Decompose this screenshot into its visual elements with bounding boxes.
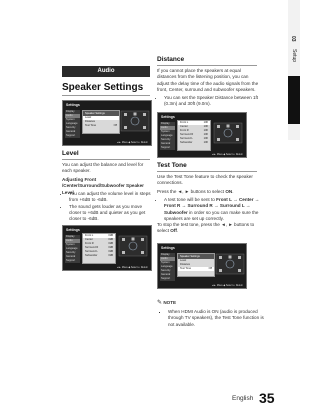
panel-row: Center 0dB bbox=[85, 238, 113, 241]
menu-item: Security bbox=[161, 269, 171, 272]
panel-row: Surround R 10ft bbox=[180, 133, 208, 136]
note-list bbox=[161, 309, 266, 328]
note: ✎ NOTE bbox=[157, 300, 177, 306]
menu-item: Support bbox=[66, 259, 76, 262]
bullet-item: • You can set the Speaker Distance between 1ft (0.3m) and 30ft (9.0m). bbox=[164, 95, 264, 108]
speaker-panel bbox=[177, 253, 215, 277]
level-heading: Level bbox=[62, 150, 79, 157]
settings-title: Settings bbox=[66, 228, 80, 232]
menu-item: General bbox=[66, 130, 76, 133]
testtone-screenshot bbox=[157, 243, 247, 289]
page-number: 35 bbox=[259, 390, 275, 406]
panel-row: Subwoofer 0dB bbox=[85, 254, 113, 257]
speaker-panel bbox=[82, 110, 120, 134]
speaker-layout-icon bbox=[215, 253, 245, 275]
testtone-divider bbox=[157, 171, 257, 172]
testtone-heading: Test Tone bbox=[157, 162, 187, 169]
speaker-layout-icon bbox=[120, 110, 150, 132]
menu-item: General bbox=[66, 255, 76, 258]
page-title: Speaker Settings bbox=[62, 82, 144, 93]
screen-footer: ◄► Move ◆ Select ↩ Return bbox=[211, 284, 243, 287]
settings-menu bbox=[160, 122, 175, 150]
settings-title: Settings bbox=[161, 115, 175, 119]
speaker-layout-icon bbox=[118, 235, 148, 257]
menu-item: Security bbox=[66, 251, 76, 254]
distance-heading: Distance bbox=[157, 56, 185, 63]
screen-footer: ◄► Move ◆ Select ↩ Return bbox=[116, 141, 148, 144]
menu-item-selected: Audio bbox=[65, 114, 80, 118]
menu-item: Display bbox=[161, 122, 170, 125]
note-icon: ✎ bbox=[157, 300, 163, 306]
speaker-layout-icon bbox=[213, 122, 243, 144]
menu-item: Language bbox=[66, 247, 78, 250]
distance-intro: If you cannot place the speakers at equal distances from the listening position, you can adjust the delay time of the audio signals from the front, Center, surround and subwoofer speakers. bbox=[157, 68, 259, 92]
stop-instruction: To stop the test tone, press the ◄, ► buttons to select Off. bbox=[157, 222, 255, 234]
distance-bullets bbox=[157, 95, 264, 108]
panel-row: Front L 0dB bbox=[85, 234, 113, 237]
settings-title: Settings bbox=[66, 103, 80, 107]
panel-row: Distance bbox=[180, 263, 191, 266]
panel-row: Front L 10ft bbox=[180, 121, 208, 124]
menu-item: Support bbox=[161, 277, 171, 280]
panel-title: Speaker Settings bbox=[178, 254, 214, 259]
distance-divider bbox=[157, 65, 257, 66]
distance-screenshot bbox=[157, 112, 247, 158]
panel-row: Surround L 10ft bbox=[180, 137, 208, 140]
bullet-item: • You can adjust the volume level in steps from +6dB to -6dB. bbox=[69, 191, 153, 204]
panel-row: Level bbox=[83, 116, 119, 120]
testtone-intro: Use the Test Tone feature to check the speaker connections. bbox=[157, 174, 253, 186]
menu-item: Language bbox=[161, 134, 173, 137]
settings-menu bbox=[65, 235, 80, 263]
menu-item: Support bbox=[66, 134, 76, 137]
bullet-item: • A test tone will be sent to Front L → Center → Front R → Surround R → Surround L → Subwoofer in order so you can make sure the speakers are set up correctly. bbox=[164, 197, 264, 222]
level-divider bbox=[62, 159, 150, 160]
level-bullets bbox=[62, 191, 153, 222]
settings-title: Settings bbox=[161, 246, 175, 250]
menu-item: System bbox=[66, 243, 75, 246]
adjusting-heading: Adjusting Front /Center/Surround/Subwoofer Speaker Level bbox=[62, 177, 144, 195]
panel-row: Level bbox=[180, 259, 187, 262]
menu-item: Security bbox=[161, 138, 171, 141]
panel-row: Center 10ft bbox=[180, 125, 208, 128]
speaker-settings-screenshot bbox=[62, 100, 152, 146]
menu-item: General bbox=[161, 273, 171, 276]
footer-language: English bbox=[232, 395, 254, 402]
menu-item: System bbox=[66, 118, 75, 121]
panel-row: Subwoofer 10ft bbox=[180, 141, 208, 144]
menu-item: Support bbox=[161, 146, 171, 149]
menu-item-selected: Audio bbox=[160, 257, 175, 261]
settings-menu bbox=[65, 110, 80, 138]
panel-row: Distance bbox=[85, 120, 96, 123]
menu-item: Language bbox=[161, 265, 173, 268]
level-intro: You can adjust the balance and level for each speaker. bbox=[62, 162, 144, 174]
panel-row: Front R 10ft bbox=[180, 129, 208, 132]
menu-item: Language bbox=[66, 122, 78, 125]
menu-item: General bbox=[161, 142, 171, 145]
panel-row: Test Tone Off bbox=[85, 124, 117, 127]
panel-row: Surround R 0dB bbox=[85, 246, 113, 249]
level-panel bbox=[82, 233, 116, 264]
press-instruction: Press the ◄, ► buttons to select ON. bbox=[157, 189, 234, 194]
chapter-number: 03 bbox=[290, 36, 296, 42]
bullet-item: • The sound gets louder as you move closer to +6dB and quieter as you get closer to -6dB. bbox=[69, 204, 153, 223]
menu-item: Display bbox=[66, 110, 75, 113]
menu-item: System bbox=[161, 261, 170, 264]
distance-panel bbox=[177, 120, 211, 151]
menu-item: Display bbox=[161, 253, 170, 256]
screen-footer: ◄► Move ◆ Select ↩ Return bbox=[211, 153, 243, 156]
panel-row: Front R 0dB bbox=[85, 242, 113, 245]
panel-title: Speaker Settings bbox=[83, 111, 119, 116]
chapter-tab-marker bbox=[288, 76, 300, 124]
panel-row: Test Tone Off bbox=[180, 267, 212, 270]
menu-item: System bbox=[161, 130, 170, 133]
level-screenshot bbox=[62, 225, 152, 271]
title-divider bbox=[62, 95, 150, 96]
menu-item: Security bbox=[66, 126, 76, 129]
note-item: ▪ When HDMI Audio is ON (audio is produced through TV speakers), the Test Tone function is not available. bbox=[168, 309, 266, 328]
panel-row: Surround L 0dB bbox=[85, 250, 113, 253]
chapter-tab bbox=[288, 0, 300, 140]
menu-item-selected: Audio bbox=[65, 239, 80, 243]
section-header: Audio bbox=[62, 66, 150, 77]
testtone-bullets bbox=[157, 197, 264, 222]
menu-item: Display bbox=[66, 235, 75, 238]
screen-footer: ◄► Move ◆ Select ↩ Return bbox=[116, 266, 148, 269]
chapter-label: Setup bbox=[291, 49, 297, 63]
menu-item-selected: Audio bbox=[160, 126, 175, 130]
settings-menu bbox=[160, 253, 175, 281]
